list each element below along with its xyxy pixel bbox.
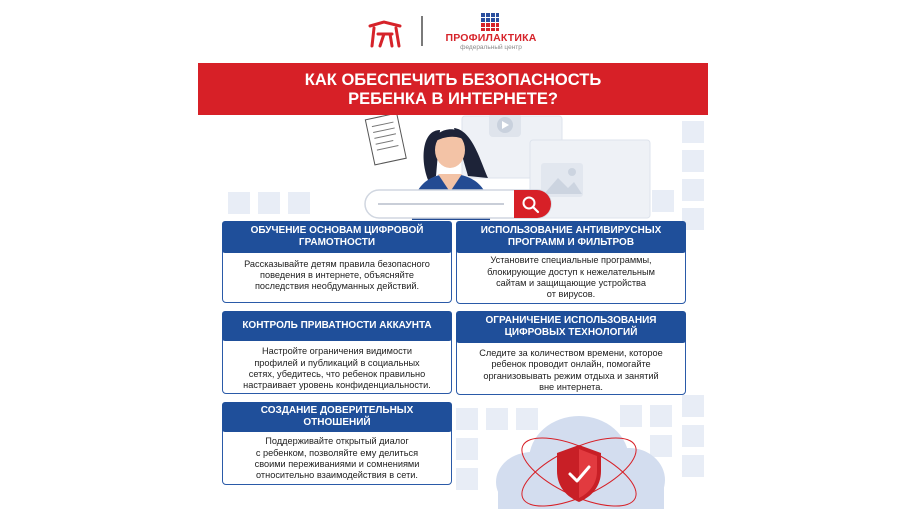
chair-logo-icon <box>366 16 404 50</box>
card-heading: КОНТРОЛЬ ПРИВАТНОСТИ АККАУНТА <box>222 311 452 341</box>
brand-subtitle: федеральный центр <box>460 44 522 51</box>
shield-icon <box>554 443 604 503</box>
grid-logo-icon <box>481 13 499 31</box>
card-heading: ОГРАНИЧЕНИЕ ИСПОЛЬЗОВАНИЯ ЦИФРОВЫХ ТЕХНОЛОГИЙ <box>456 311 686 343</box>
search-icon <box>521 195 541 215</box>
card-text: Поддерживайте открытый диалог с ребенком, позволяйте ему делиться своими переживаниями и сомнениями относительно взаимодействия в сети. <box>222 419 452 485</box>
card-heading: ИСПОЛЬЗОВАНИЕ АНТИВИРУСНЫХ ПРОГРАММ И ФИЛЬТРОВ <box>456 221 686 253</box>
brand-name: ПРОФИЛАКТИКА <box>445 32 537 44</box>
card-text: Следите за количеством времени, которое ребенок проводит онлайн, помогайте организовывать режим отдыха и занятий вне интернета. <box>456 330 686 395</box>
card-heading: СОЗДАНИЕ ДОВЕРИТЕЛЬНЫХ ОТНОШЕНИЙ <box>222 402 452 432</box>
card-text: Установите специальные программы, блокирующие доступ к нежелательным сайтам и защищающие устройства от вирусов. <box>456 240 686 304</box>
title-banner <box>198 63 708 115</box>
page-title: КАК ОБЕСПЕЧИТЬ БЕЗОПАСНОСТЬ РЕБЕНКА В ИНТЕРНЕТЕ? <box>304 71 602 108</box>
card-text: Настройте ограничения видимости профилей и публикаций в социальных сетях, убедитесь, что ребенок правильно настраивает уровень конфиденциальности. <box>222 330 452 394</box>
logo-divider <box>421 16 423 46</box>
card-heading: ОБУЧЕНИЕ ОСНОВАМ ЦИФРОВОЙ ГРАМОТНОСТИ <box>222 221 452 253</box>
card-text: Рассказывайте детям правила безопасного поведения в интернете, объясняйте последствия необдуманных действий. <box>222 240 452 303</box>
